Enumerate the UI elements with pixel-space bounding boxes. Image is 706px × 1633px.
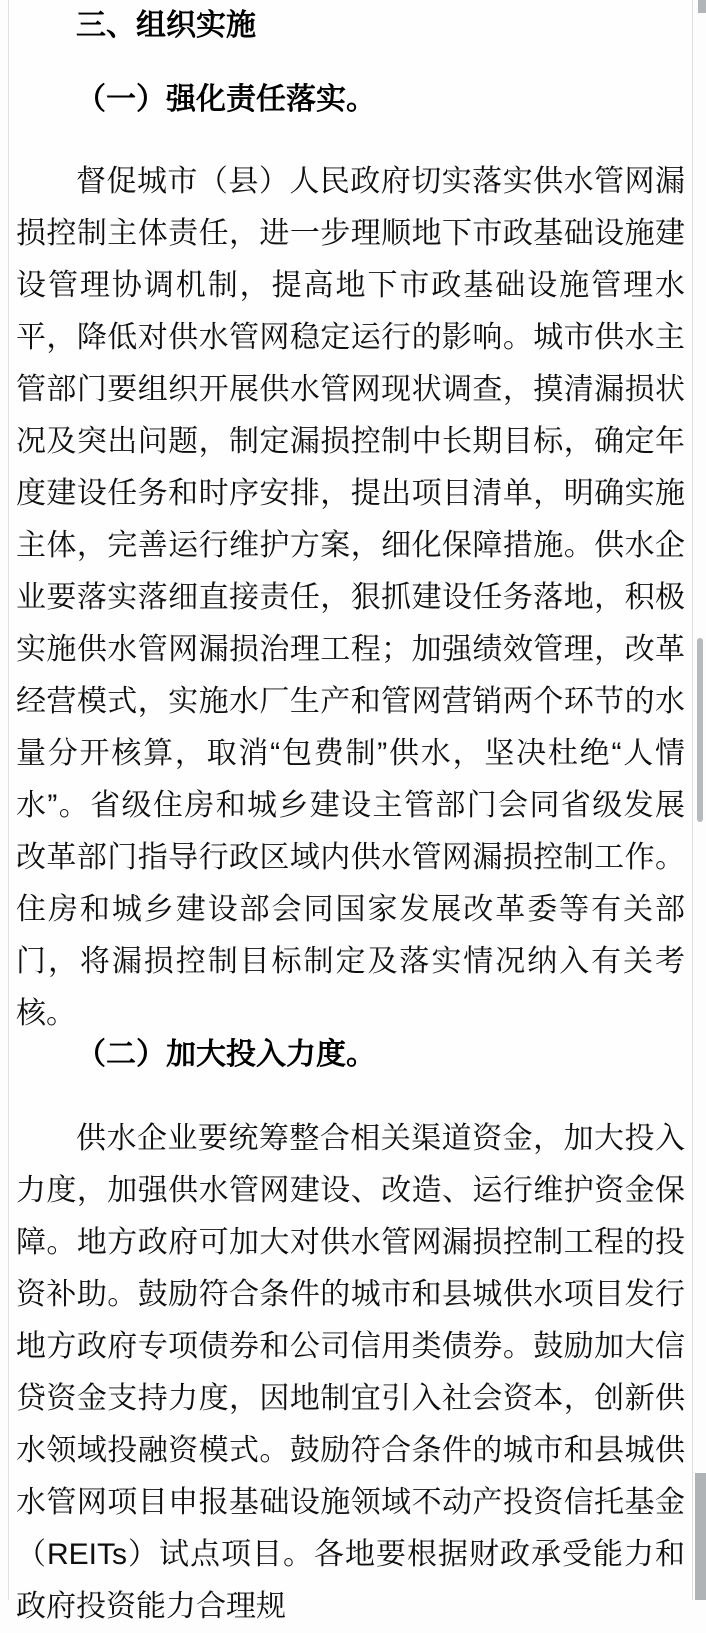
scrollbar-track[interactable]	[694, 0, 706, 1600]
subsection-heading-2: （二）加大投入力度。	[76, 1038, 376, 1071]
body-paragraph-1: 督促城市（县）人民政府切实落实供水管网漏损控制主体责任，进一步理顺地下市政基础设施建设管理协调机制，提高地下市政基础设施管理水平，降低对供水管网稳定运行的影响。城市供水主管部门要组织开展供水管网现状调查，摸清漏损状况及突出问题，制定漏损控制中长期目标，确定年度建设任务和时序安排，提出项目清单，明确实施主体，完善运行维护方案，细化保障措施。供水企业要落实落细直接责任，狠抓建设任务落地，积极实施供水管网漏损治理工程；加强绩效管理，改革经营模式，实施水厂生产和管网营销两个环节的水量分开核算，取消“包费制”供水，坚决杜绝“人情水”。省级住房和城乡建设主管部门会同省级发展改革部门指导行政区域内供水管网漏损控制工作。住房和城乡建设部会同国家发展改革委等有关部门，将漏损控制目标制定及落实情况纳入有关考核。	[16, 165, 685, 1029]
subsection-heading-1: （一）强化责任落实。	[76, 83, 376, 116]
document-page	[8, 0, 693, 1623]
scrollbar-thumb-bottom[interactable]	[695, 1473, 706, 1600]
scrollbar-thumb-top[interactable]	[698, 0, 706, 13]
section-heading: 三、组织实施	[76, 9, 256, 42]
body-paragraph-2: 供水企业要统筹整合相关渠道资金，加大投入力度，加强供水管网建设、改造、运行维护资金保障。地方政府可加大对供水管网漏损控制工程的投资补助。鼓励符合条件的城市和县城供水项目发行地方政府专项债券和公司信用类债券。鼓励加大信贷资金支持力度，因地制宜引入社会资本，创新供水领域投融资模式。鼓励符合条件的城市和县城供水管网项目申报基础设施领域不动产投资信托基金（REITs）试点项目。各地要根据财政承受能力和政府投资能力合理规	[16, 1122, 685, 1623]
scrollbar-thumb-middle[interactable]	[697, 638, 703, 822]
